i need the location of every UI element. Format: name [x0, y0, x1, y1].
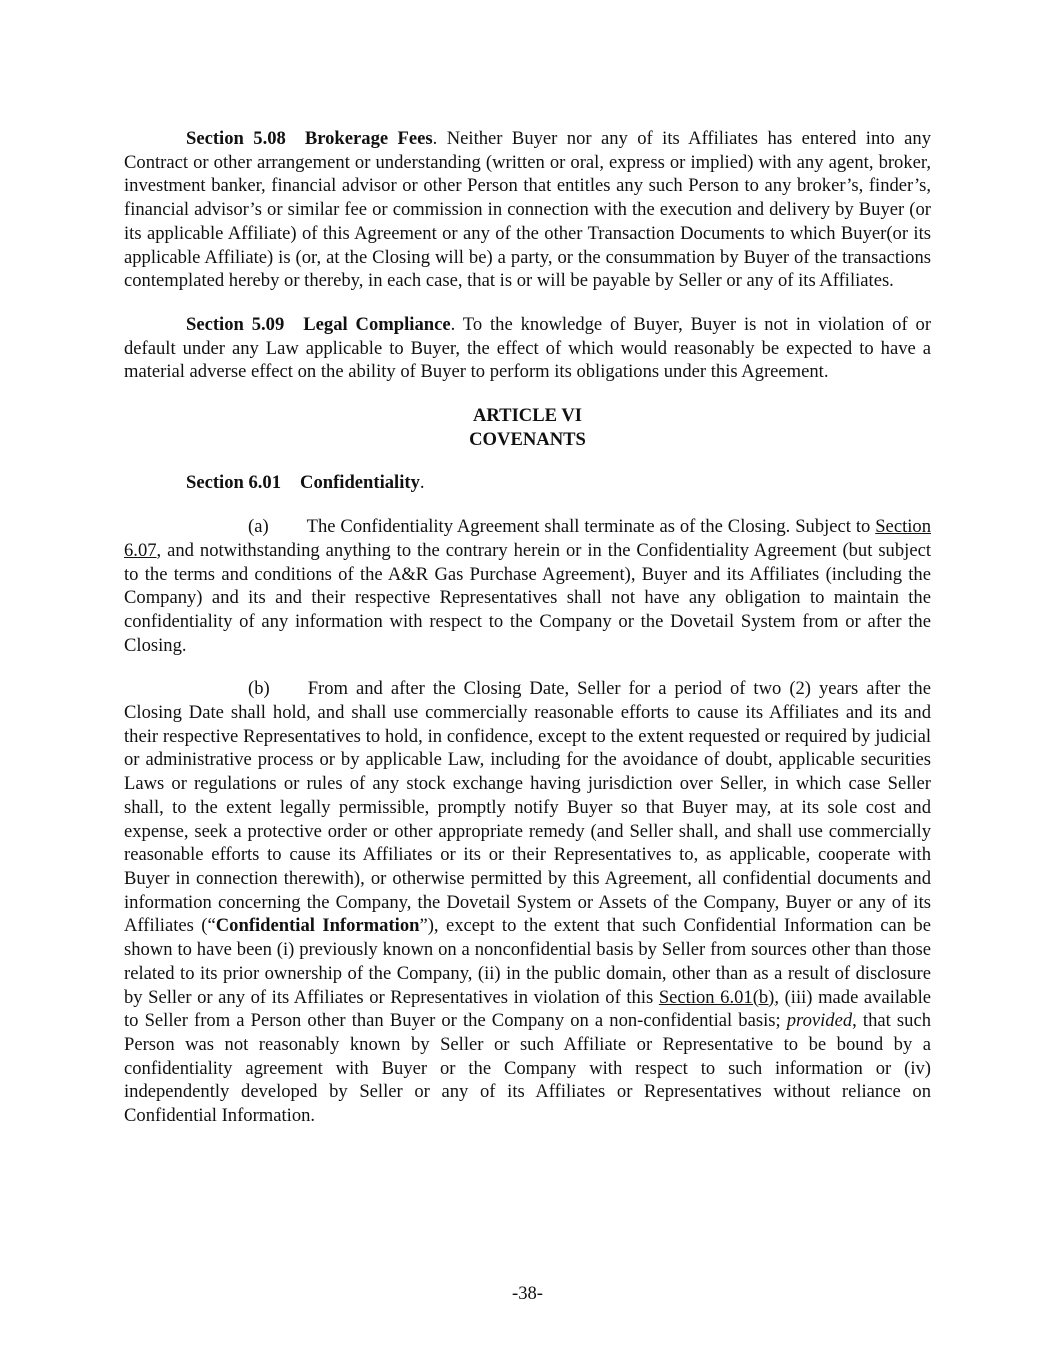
section-6-01-a-text-2: , and notwithstanding anything to the contrary herein or in the Confidentiality Agreement (but subject to the terms and conditions of the A&R Gas Purchase Agreement), Buyer and its Affiliates (including the Company) and its and their respective Representatives shall not have any obligation to maintain the confidentiality of any information with respect to the Company or the Dovetail System from or after the Closing. — [124, 539, 931, 656]
section-6-01-b-text-1: From and after the Closing Date, Seller for a period of two (2) years after the Closing Date shall hold, and shall use commercially reasonable efforts to cause its Affiliates and its and their respective Representatives to hold, in confidence, except to the extent requested or required by judicial or administrative process or by applicable Law, including for the avoidance of doubt, applicable securities Laws or regulations or rules of any stock exchange having jurisdiction over Seller, in which case Seller shall, to the extent legally permissible, promptly notify Buyer so that Buyer may, at its sole cost and expense, seek a protective order or other appropriate remedy (and Seller shall, and shall use commercially reasonable efforts to cause its Affiliates or its or their Representatives to, as applicable, cooperate with Buyer in connection therewith), or otherwise permitted by this Agreement, all confidential documents and information concerning the Company, the Dovetail System or Assets of the Company, Buyer or any of its Affiliates (“ — [124, 678, 931, 937]
section-6-01-a-paragraph — [124, 515, 931, 657]
document-page — [124, 127, 931, 1128]
section-6-07-reference: Section 6.07 — [124, 516, 931, 561]
section-5-09-number: Section 5.09 — [186, 313, 285, 335]
section-5-08-number: Section 5.08 — [186, 128, 286, 149]
page-number: -38- — [512, 1283, 543, 1304]
section-6-01-a-text-1: The Confidentiality Agreement shall terminate as of the Closing. Subject to — [306, 516, 876, 538]
article-number: ARTICLE VI — [472, 405, 583, 427]
section-6-01-b-reference: Section 6.01(b) — [658, 986, 775, 1008]
section-5-08-title: Brokerage Fees — [304, 128, 433, 149]
article-heading — [124, 404, 931, 451]
section-5-09-paragraph — [124, 313, 931, 384]
section-6-01-b-label: (b) — [248, 678, 270, 700]
section-6-01-b-text-4: , that such Person was not reasonably known by Seller or such Affiliate or Representative to be bound by a confidentiality agreement with Buyer or the Company with respect to such information or (iv) independently developed by Seller or any of its Affiliates or Representatives without reliance on Confidential Information. — [124, 1010, 931, 1127]
confidential-information-defined-term: Confidential Information — [215, 915, 420, 937]
section-5-09-text: . To the knowledge of Buyer, Buyer is not in violation of or default under any Law applicable to Buyer, the effect of which would reasonably be expected to have a material adverse effect on the ability of Buyer to perform its obligations under this Agreement. — [124, 313, 932, 383]
section-6-01-b-text-3: , (iii) made available to Seller from a Person other than Buyer or the Company on a non-confidential basis; — [124, 986, 932, 1032]
section-6-01-period: . — [419, 472, 425, 494]
section-6-01-b-paragraph — [124, 677, 931, 1127]
provided-proviso: provided — [786, 1010, 853, 1032]
section-6-01-b-text-2: ”), except to the extent that such Confidential Information can be shown to have been (i) previously known on a nonconfidential basis by Seller from sources other than those related to its prior ownership of the Company, (ii) in the public domain, other than as a result of disclosure by Seller or any of its Affiliates or Representatives in violation of this — [124, 915, 931, 1008]
section-6-01-heading — [124, 471, 931, 495]
section-5-08-text: . Neither Buyer nor any of its Affiliates has entered into any Contract or other arrangement or understanding (written or oral, express or implied) with any agent, broker, investment banker, financial advisor or other Person that entitles any such Person to any broker’s, finder’s, financial advisor’s or similar fee or commission in connection with the execution and delivery by Buyer (or its applicable Affiliate) of this Agreement or any of the other Transaction Documents to which Buyer(or its applicable Affiliate) is (or, at the Closing will be) a party, or the consummation by Buyer of the transactions contemplated hereby or thereby, in each case, that is or will be payable by Seller or any of its Affiliates. — [124, 128, 931, 292]
section-6-01-a-label: (a) — [248, 516, 269, 538]
section-5-09-title: Legal Compliance — [303, 313, 451, 335]
section-5-08-paragraph — [124, 127, 931, 293]
section-6-01-number: Section 6.01 — [186, 472, 282, 494]
article-title: COVENANTS — [469, 428, 586, 450]
section-6-01-title: Confidentiality — [300, 472, 420, 494]
